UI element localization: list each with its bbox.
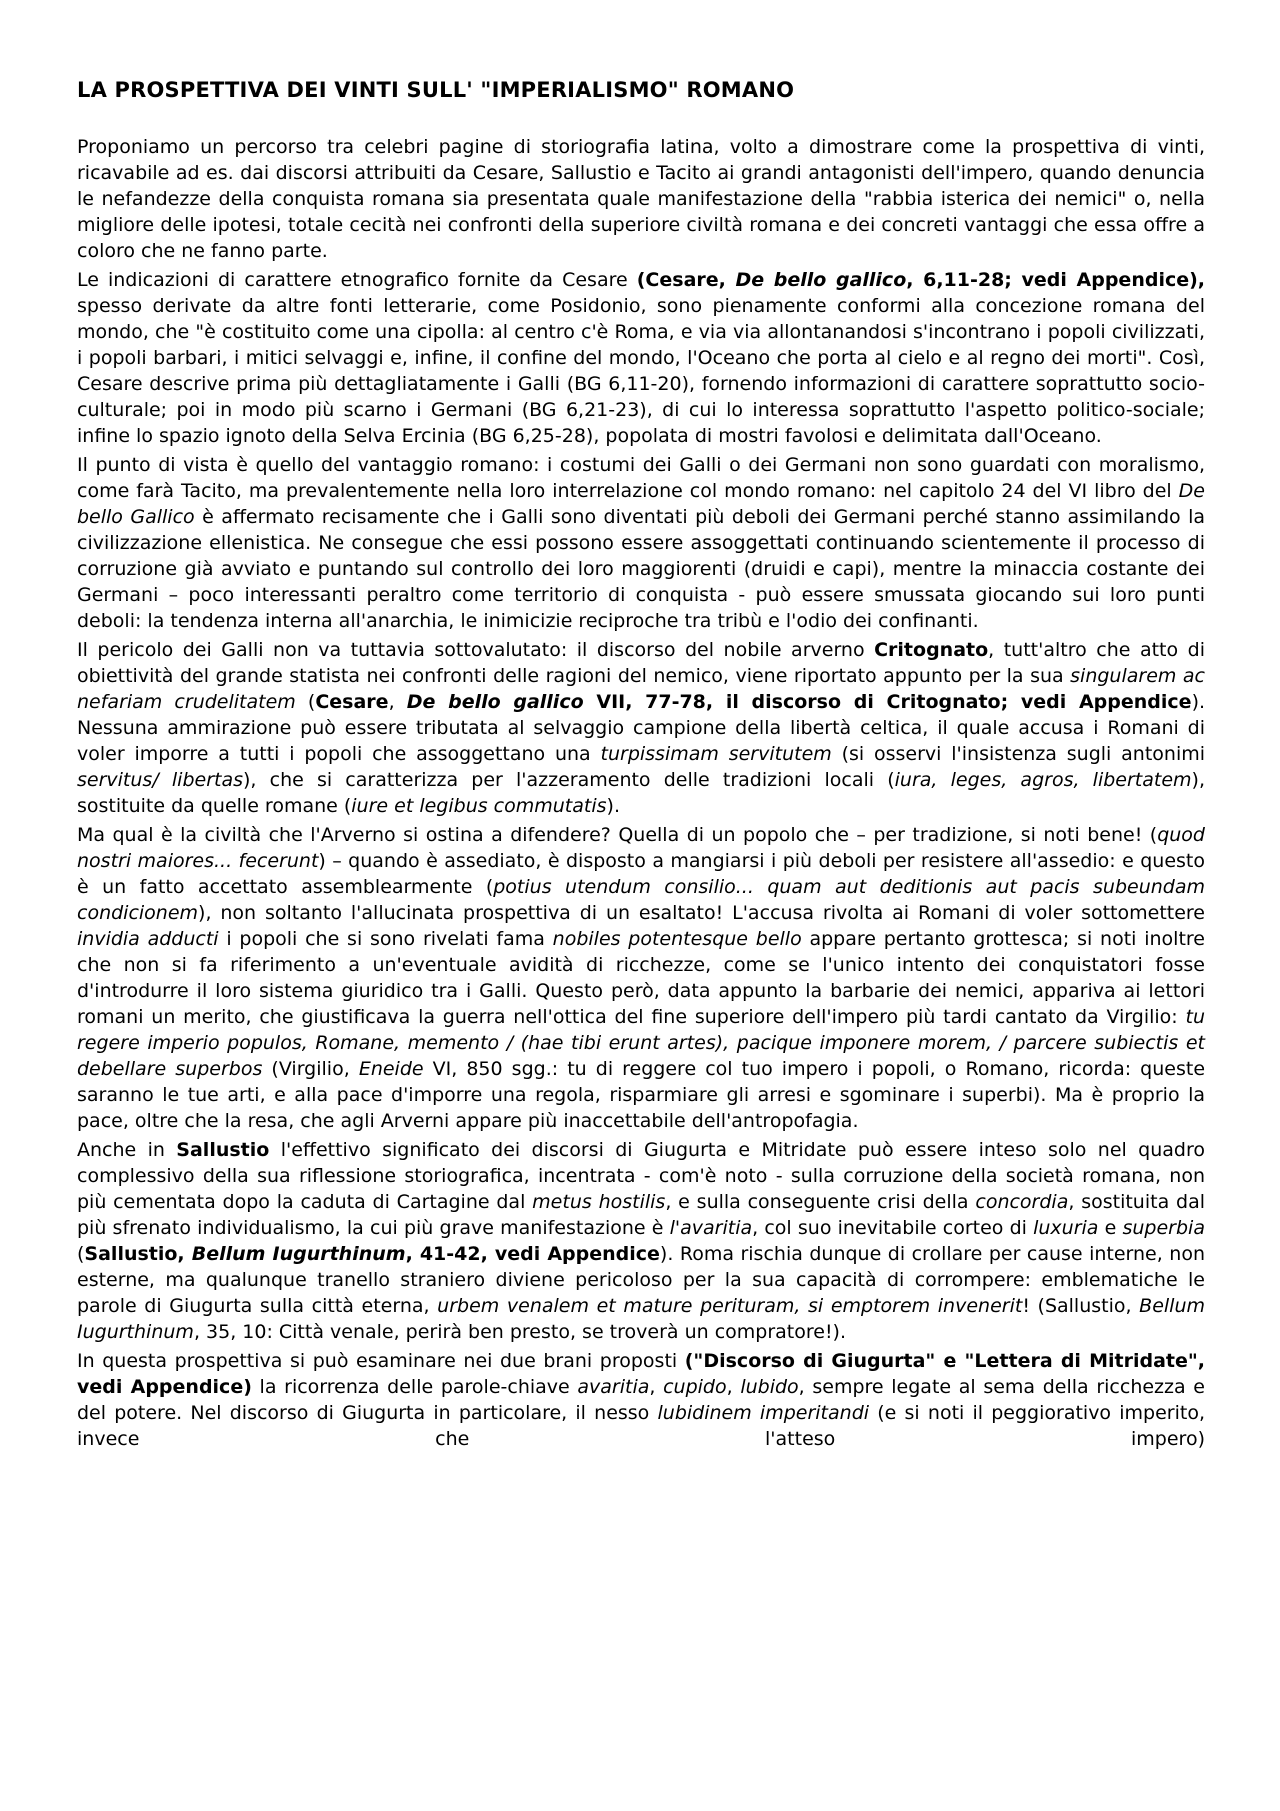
- bold-text-run: , 6,11-28; vedi Appendice),: [906, 269, 1206, 291]
- text-run: Le indicazioni di carattere etnografico fornite da Cesare: [77, 269, 637, 291]
- text-run: ), non soltanto l'allucinata prospettiva di un esaltato! L'accusa rivolta ai Romani di voler sottomettere: [198, 902, 1205, 924]
- bold-text-run: , 41-42, vedi Appendice: [405, 1243, 660, 1265]
- paragraph: [77, 1137, 1205, 1345]
- bold-italic-text-run: De bello gallico: [406, 691, 584, 713]
- text-run: , e sulla conseguente crisi della: [665, 1191, 976, 1213]
- document-title: LA PROSPETTIVA DEI VINTI SULL' "IMPERIALISMO" ROMANO: [77, 78, 795, 102]
- bold-text-run: ("Discorso di Giugurta" e "Lettera di Mitridate", vedi Appendice): [77, 1350, 1205, 1398]
- text-run: l'effettivo significato dei discorsi di Giugurta e Mitridate può essere inteso solo nel quadro complessivo della sua riflessione storiografica, incentrata - com'è noto - sulla corruzione della società romana, non più cementata dopo la caduta di Cartagine dal: [77, 1139, 1205, 1213]
- italic-text-run: concordia: [975, 1191, 1069, 1213]
- text-run: , sostituita dal più sfrenato individualismo, la cui più grave manifestazione è: [77, 1191, 1206, 1239]
- bold-text-run: Critognato: [874, 639, 989, 661]
- italic-text-run: Eneide: [358, 1058, 424, 1080]
- italic-text-run: luxuria: [1033, 1217, 1099, 1239]
- text-run: ,: [726, 1376, 741, 1398]
- italic-text-run: cupido: [663, 1376, 727, 1398]
- text-run: , sempre legate al sema della ricchezza e del potere. Nel discorso di Giugurta in particolare, il nesso: [77, 1376, 1205, 1424]
- text-run: è affermato recisamente che i Galli sono diventati più deboli dei Germani perché stanno assimilando la civilizzazione ellenistica. Ne consegue che essi possono essere assoggettati continuando scientemente il processo di corruzione già avviato e puntando sul controllo dei loro maggiorenti (druidi e capi), mentre la minaccia costante dei Germani – poco interessanti peraltro come territorio di conquista - può essere smussata giocando sui loro punti deboli: la tendenza interna all'anarchia, le inimicizie reciproche tra tribù e l'odio dei confinanti.: [77, 506, 1205, 632]
- bold-text-run: Sallustio: [176, 1139, 270, 1161]
- italic-text-run: avaritia: [577, 1376, 650, 1398]
- text-run: Ma qual è la civiltà che l'Arverno si ostina a difendere? Quella di un popolo che – per tradizione, si noti bene! (: [77, 824, 1158, 846]
- text-run: ! (Sallustio,: [1022, 1295, 1140, 1317]
- document-body: [77, 134, 1205, 1455]
- italic-text-run: De bello Gallico: [77, 480, 1205, 528]
- italic-text-run: metus hostilis: [532, 1191, 666, 1213]
- italic-text-run: superbia: [1122, 1217, 1205, 1239]
- italic-text-run: quod nostri maiores... fecerunt: [77, 824, 1205, 872]
- text-run: e: [1098, 1217, 1123, 1239]
- paragraph: [77, 134, 1205, 264]
- bold-italic-text-run: De bello gallico: [735, 269, 907, 291]
- paragraph: [77, 637, 1205, 819]
- bold-italic-text-run: Bellum Iugurthinum: [191, 1243, 406, 1265]
- text-run: ).: [606, 795, 620, 817]
- italic-text-run: potius utendum consilio... quam aut deditionis aut pacis subeundam condicionem: [77, 876, 1205, 924]
- text-run: VI, 850 sgg.: tu di reggere col tuo impero i popoli, o Romano, ricorda: queste saranno le tue arti, e alla pace d'imporre una regola, risparmiare gli arresi e sgominare i superbi). Ma è proprio la pace, oltre che la resa, che agli Arverni appare più inaccettabile dell'antropofagia.: [77, 1058, 1206, 1132]
- paragraph: [77, 452, 1205, 634]
- paragraph: [77, 1348, 1205, 1452]
- text-run: , tutt'altro che atto di obiettività del grande statista nei confronti delle ragioni del nemico, viene riportato appunto per la sua: [77, 639, 1205, 687]
- text-run: (: [77, 1243, 85, 1265]
- paragraph: [77, 267, 1205, 449]
- bold-text-run: Sallustio,: [84, 1243, 192, 1265]
- italic-text-run: iure et legibus commutatis: [351, 795, 607, 817]
- italic-text-run: singularem ac nefariam crudelitatem: [77, 665, 1205, 713]
- text-run: ). Roma rischia dunque di crollare per cause interne, non esterne, ma qualunque tranello straniero diviene pericoloso per la sua capacità di corrompere: emblematiche le parole di Giugurta sulla città eterna,: [77, 1243, 1205, 1317]
- text-run: Anche in: [77, 1139, 177, 1161]
- italic-text-run: iura, leges, agros, libertatem: [894, 769, 1192, 791]
- italic-text-run: nobiles potentesque bello: [552, 928, 802, 950]
- text-run: appare pertanto grottesca; si noti inoltre che non si fa riferimento a un'eventuale avidità di ricchezze, come se l'unico intento dei conquistatori fosse d'introdurre il loro sistema giuridico tra i Galli. Questo però, data appunto la barbarie dei nemici, appariva ai lettori romani un merito, che giustificava la guerra nell'ottica del fine superiore dell'impero più tardi cantato da Virgilio:: [77, 928, 1205, 1028]
- text-run: (: [295, 691, 316, 713]
- text-run: (Virgilio,: [262, 1058, 359, 1080]
- text-run: Proponiamo un percorso tra celebri pagine di storiografia latina, volto a dimostrare come la prospettiva di vinti, ricavabile ad es. dai discorsi attribuiti da Cesare, Sallustio e Tacito ai grandi antagonisti dell'impero, quando denuncia le nefandezze della conquista romana sia presentata quale manifestazione della "rabbia isterica dei nemici" o, nella migliore delle ipotesi, totale cecità nei confronti della superiore civiltà romana e dei concreti vantaggi che essa offre a coloro che ne fanno parte.: [77, 136, 1205, 262]
- text-run: Il pericolo dei Galli non va tuttavia sottovalutato: il discorso del nobile arverno: [77, 639, 875, 661]
- italic-text-run: invidia adducti: [77, 928, 219, 950]
- text-run: la ricorrenza delle parole-chiave: [251, 1376, 578, 1398]
- text-run: In questa prospettiva si può esaminare nei due brani proposti: [77, 1350, 685, 1372]
- text-run: ), che si caratterizza per l'azzeramento delle tradizioni locali (: [243, 769, 895, 791]
- italic-text-run: lubidinem imperitandi: [657, 1402, 870, 1424]
- text-run: i popoli che si sono rivelati fama: [218, 928, 553, 950]
- text-run: ,: [388, 691, 407, 713]
- text-run: (e si noti il peggiorativo imperito, invece che l'atteso impero): [77, 1402, 1205, 1450]
- text-run: ) – quando è assediato, è disposto a mangiarsi i più deboli per resistere all'assedio: e questo è un fatto accettato assemblearmente (: [77, 850, 1205, 898]
- text-run: , 35, 10: Città venale, perirà ben presto, se troverà un compratore!).: [193, 1321, 847, 1343]
- italic-text-run: lubido: [740, 1376, 799, 1398]
- italic-text-run: Bellum Iugurthinum: [77, 1295, 1205, 1343]
- text-run: spesso derivate da altre fonti letterarie, come Posidonio, sono pienamente conformi alla concezione romana del mondo, che "è costituito come una cipolla: al centro c'è Roma, e via via allontanandosi s'incontrano i popoli civilizzati, i popoli barbari, i mitici selvaggi e, infine, il confine del mondo, l'Oceano che porta al cielo e al regno dei morti". Così, Cesare descrive prima più dettagliatamente i Galli (BG 6,11-20), fornendo informazioni di carattere soprattutto socio-culturale; poi in modo più scarno i Germani (BG 6,21-23), di cui lo interessa soprattutto l'aspetto politico-sociale; infine lo spazio ignoto della Selva Ercinia (BG 6,25-28), popolata di mostri favolosi e delimitata dall'Oceano.: [77, 295, 1205, 447]
- paragraph: [77, 822, 1205, 1134]
- text-run: (si osservi l'insistenza sugli antonimi: [831, 743, 1206, 765]
- italic-text-run: l'avaritia: [669, 1217, 753, 1239]
- italic-text-run: turpissimam servitutem: [600, 743, 832, 765]
- italic-text-run: servitus/ libertas: [77, 769, 243, 791]
- bold-text-run: (Cesare,: [636, 269, 736, 291]
- text-run: Il punto di vista è quello del vantaggio romano: i costumi dei Galli o dei Germani non sono guardati con moralismo, come farà Tacito, ma prevalentemente nella loro interrelazione col mondo romano: nel capitolo 24 del VI libro del: [77, 454, 1205, 502]
- text-run: ). Nessuna ammirazione può essere tributata al selvaggio campione della libertà celtica, il quale accusa i Romani di voler imporre a tutti i popoli che assoggettano una: [77, 691, 1206, 765]
- bold-text-run: Cesare: [315, 691, 389, 713]
- italic-text-run: tu regere imperio populos, Romane, memento / (hae tibi erunt artes), pacique imponere morem, / parcere subiectis et debellare superbos: [77, 1006, 1205, 1080]
- bold-text-run: VII, 77-78, il discorso di Critognato; vedi Appendice: [583, 691, 1192, 713]
- italic-text-run: urbem venalem et mature perituram, si emptorem invenerit: [437, 1295, 1023, 1317]
- text-run: ), sostituite da quelle romane (: [77, 769, 1205, 817]
- text-run: ,: [649, 1376, 664, 1398]
- text-run: , col suo inevitabile corteo di: [752, 1217, 1034, 1239]
